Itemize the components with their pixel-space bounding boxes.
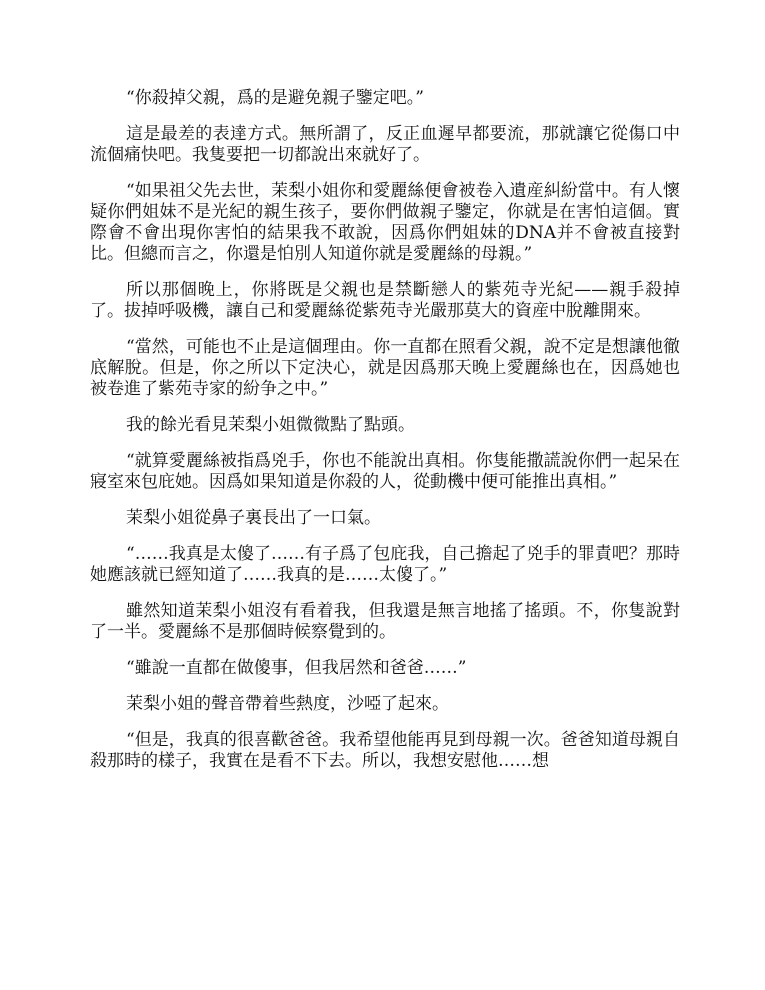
paragraph: “當然，可能也不止是這個理由。你一直都在照看父親，說不定是想讓他徹底解脫。但是，你之所以下定決心，就是因爲那天晚上愛麗絲也在，因爲她也被卷進了紫苑寺家的紛争之中。” — [90, 337, 680, 399]
paragraph: 茉梨小姐從鼻子裏長出了一口氣。 — [126, 508, 381, 528]
paragraph: 茉梨小姐的聲音帶着些熱度，沙啞了起來。 — [126, 694, 449, 714]
paragraph: 雖然知道茉梨小姐沒有看着我，但我還是無言地搖了搖頭。不，你隻說對了一半。愛麗絲不是那個時候察覺到的。 — [90, 601, 680, 642]
paragraph: 這是最差的表達方式。無所謂了，反正血遲早都要流，那就讓它從傷口中流個痛快吧。我隻要把一切都說出來就好了。 — [90, 124, 680, 165]
paragraph: “就算愛麗絲被指爲兇手，你也不能說出真相。你隻能撒謊說你們一起呆在寢室來包庇她。因爲如果知道是你殺的人，從動機中便可能推出真相。” — [90, 451, 680, 492]
paragraph: “雖說一直都在做傻事，但我居然和爸爸……” — [126, 658, 467, 678]
paragraph: “但是，我真的很喜歡爸爸。我希望他能再見到母親一次。爸爸知道母親自殺那時的樣子，我實在是看不下去。所以，我想安慰他……想 — [90, 730, 680, 771]
paragraph: 我的餘光看見茉梨小姐微微點了點頭。 — [126, 415, 415, 435]
document-page — [90, 88, 680, 787]
paragraph: “如果祖父先去世，茉梨小姐你和愛麗絲便會被卷入遺産糾紛當中。有人懷疑你們姐妹不是光紀的親生孩子，要你們做親子鑒定，你就是在害怕這個。實際會不會出現你害怕的結果我不敢說，因爲你們姐妹的DNA并不會被直接對比。但總而言之，你還是怕別人知道你就是愛麗絲的母親。” — [90, 181, 680, 264]
paragraph: “……我真是太傻了……有子爲了包庇我，自己擔起了兇手的罪責吧？那時她應該就已經知道了……我真的是……太傻了。” — [90, 544, 680, 585]
paragraph: “你殺掉父親，爲的是避免親子鑒定吧。” — [126, 88, 424, 108]
paragraph: 所以那個晚上，你將既是父親也是禁斷戀人的紫苑寺光紀——親手殺掉了。拔掉呼吸機，讓自己和愛麗絲從紫苑寺光嚴那莫大的資産中脫離開來。 — [90, 280, 680, 321]
